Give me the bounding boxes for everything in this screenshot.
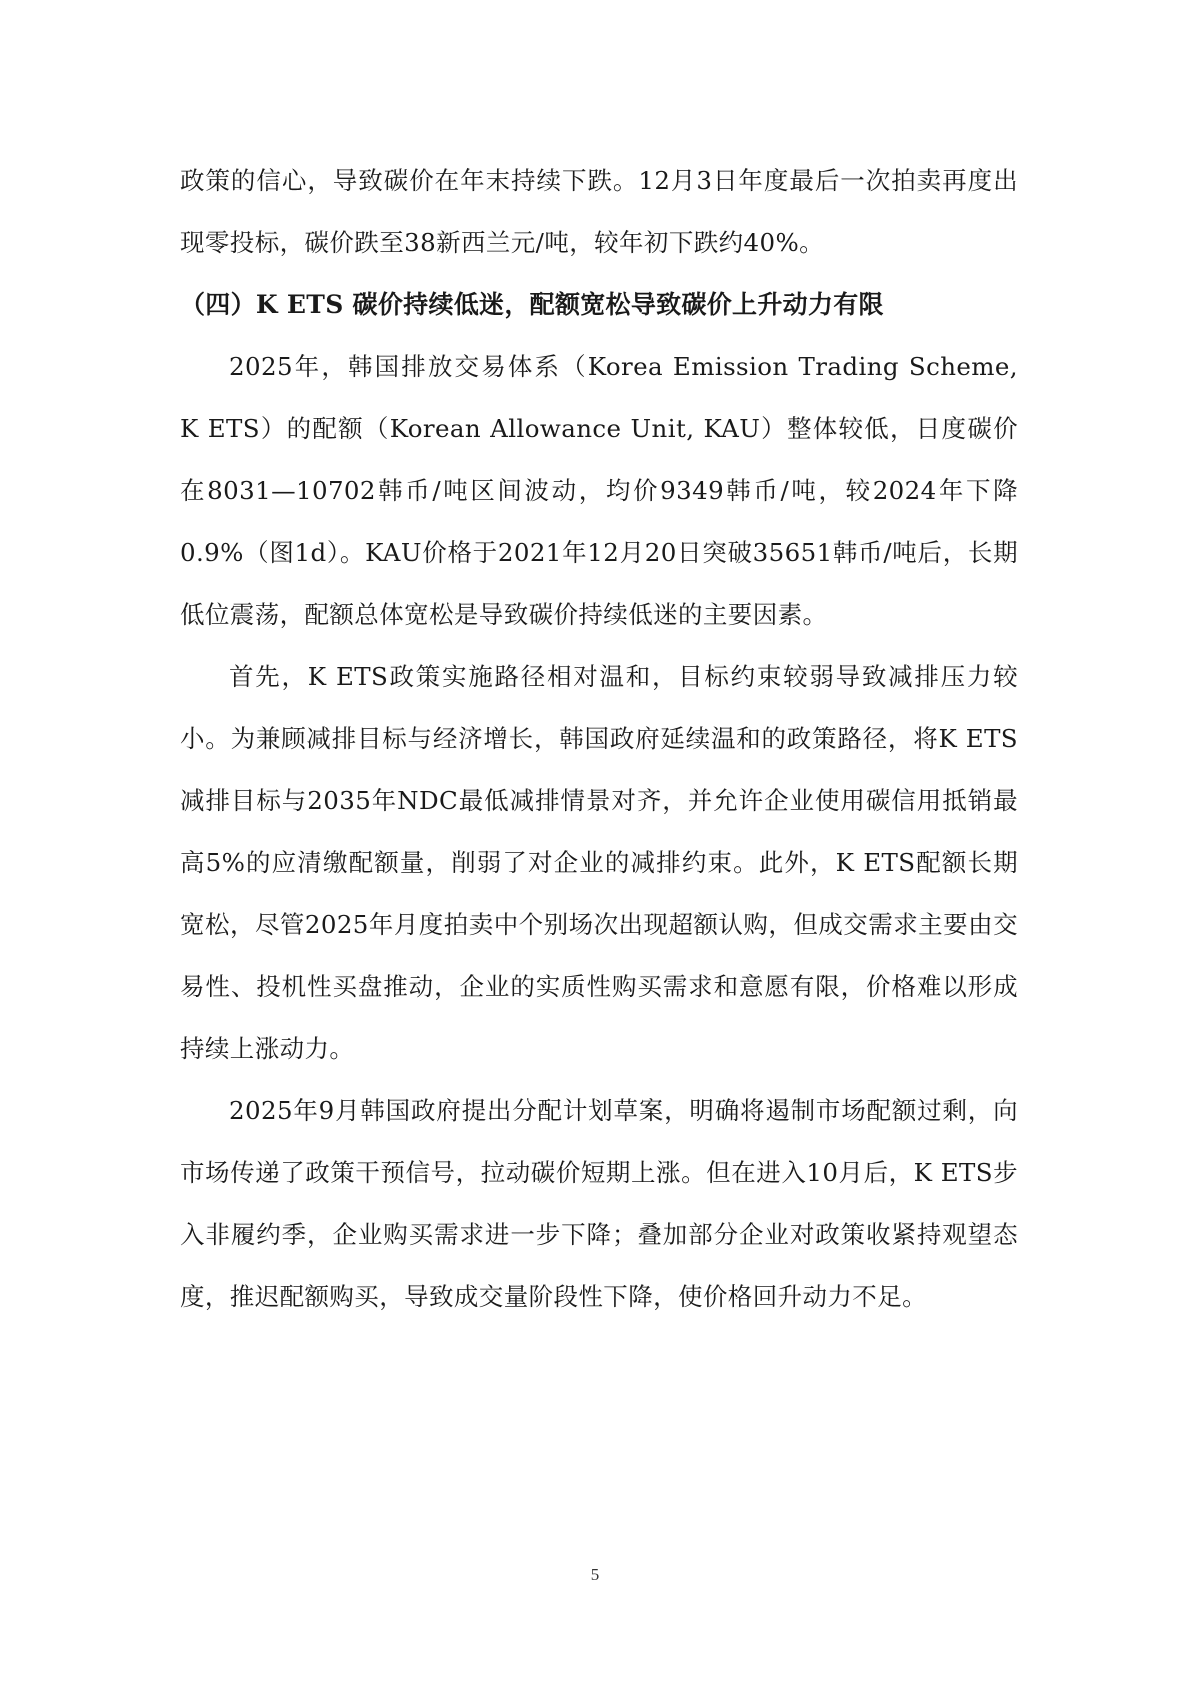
paragraph-continued: 政策的信心，导致碳价在年末持续下跌。12月3日年度最后一次拍卖再度出现零投标，碳价跌至38新西兰元/吨，较年初下跌约40%。 [180,166,1018,257]
section-heading: （四）K ETS 碳价持续低迷，配额宽松导致碳价上升动力有限 [180,290,884,319]
paragraph-k-ets-overview: 2025年，韩国排放交易体系（Korea Emission Trading Scheme, K ETS）的配额（Korean Allowance Unit, KAU）整体较低，日度碳价在8031—10702韩币/吨区间波动，均价9349韩币/吨，较2024年下降0.9%（图1d）。KAU价格于2021年12月20日突破35651韩币/吨后，长期低位震荡，配额总体宽松是导致碳价持续低迷的主要因素。 [180,352,1018,629]
document-body [180,150,1018,1328]
page-number: 5 [590,1565,600,1584]
paragraph-policy-path: 首先，K ETS政策实施路径相对温和，目标约束较弱导致减排压力较小。为兼顾减排目标与经济增长，韩国政府延续温和的政策路径，将K ETS减排目标与2035年NDC最低减排情景对齐，并允许企业使用碳信用抵销最高5%的应清缴配额量，削弱了对企业的减排约束。此外，K ETS配额长期宽松，尽管2025年月度拍卖中个别场次出现超额认购，但成交需求主要由交易性、投机性买盘推动，企业的实质性购买需求和意愿有限，价格难以形成持续上涨动力。 [180,662,1018,1063]
paragraph-allocation-plan: 2025年9月韩国政府提出分配计划草案，明确将遏制市场配额过剩，向市场传递了政策干预信号，拉动碳价短期上涨。但在进入10月后，K ETS步入非履约季，企业购买需求进一步下降；叠加部分企业对政策收紧持观望态度，推迟配额购买，导致成交量阶段性下降，使价格回升动力不足。 [180,1096,1018,1311]
